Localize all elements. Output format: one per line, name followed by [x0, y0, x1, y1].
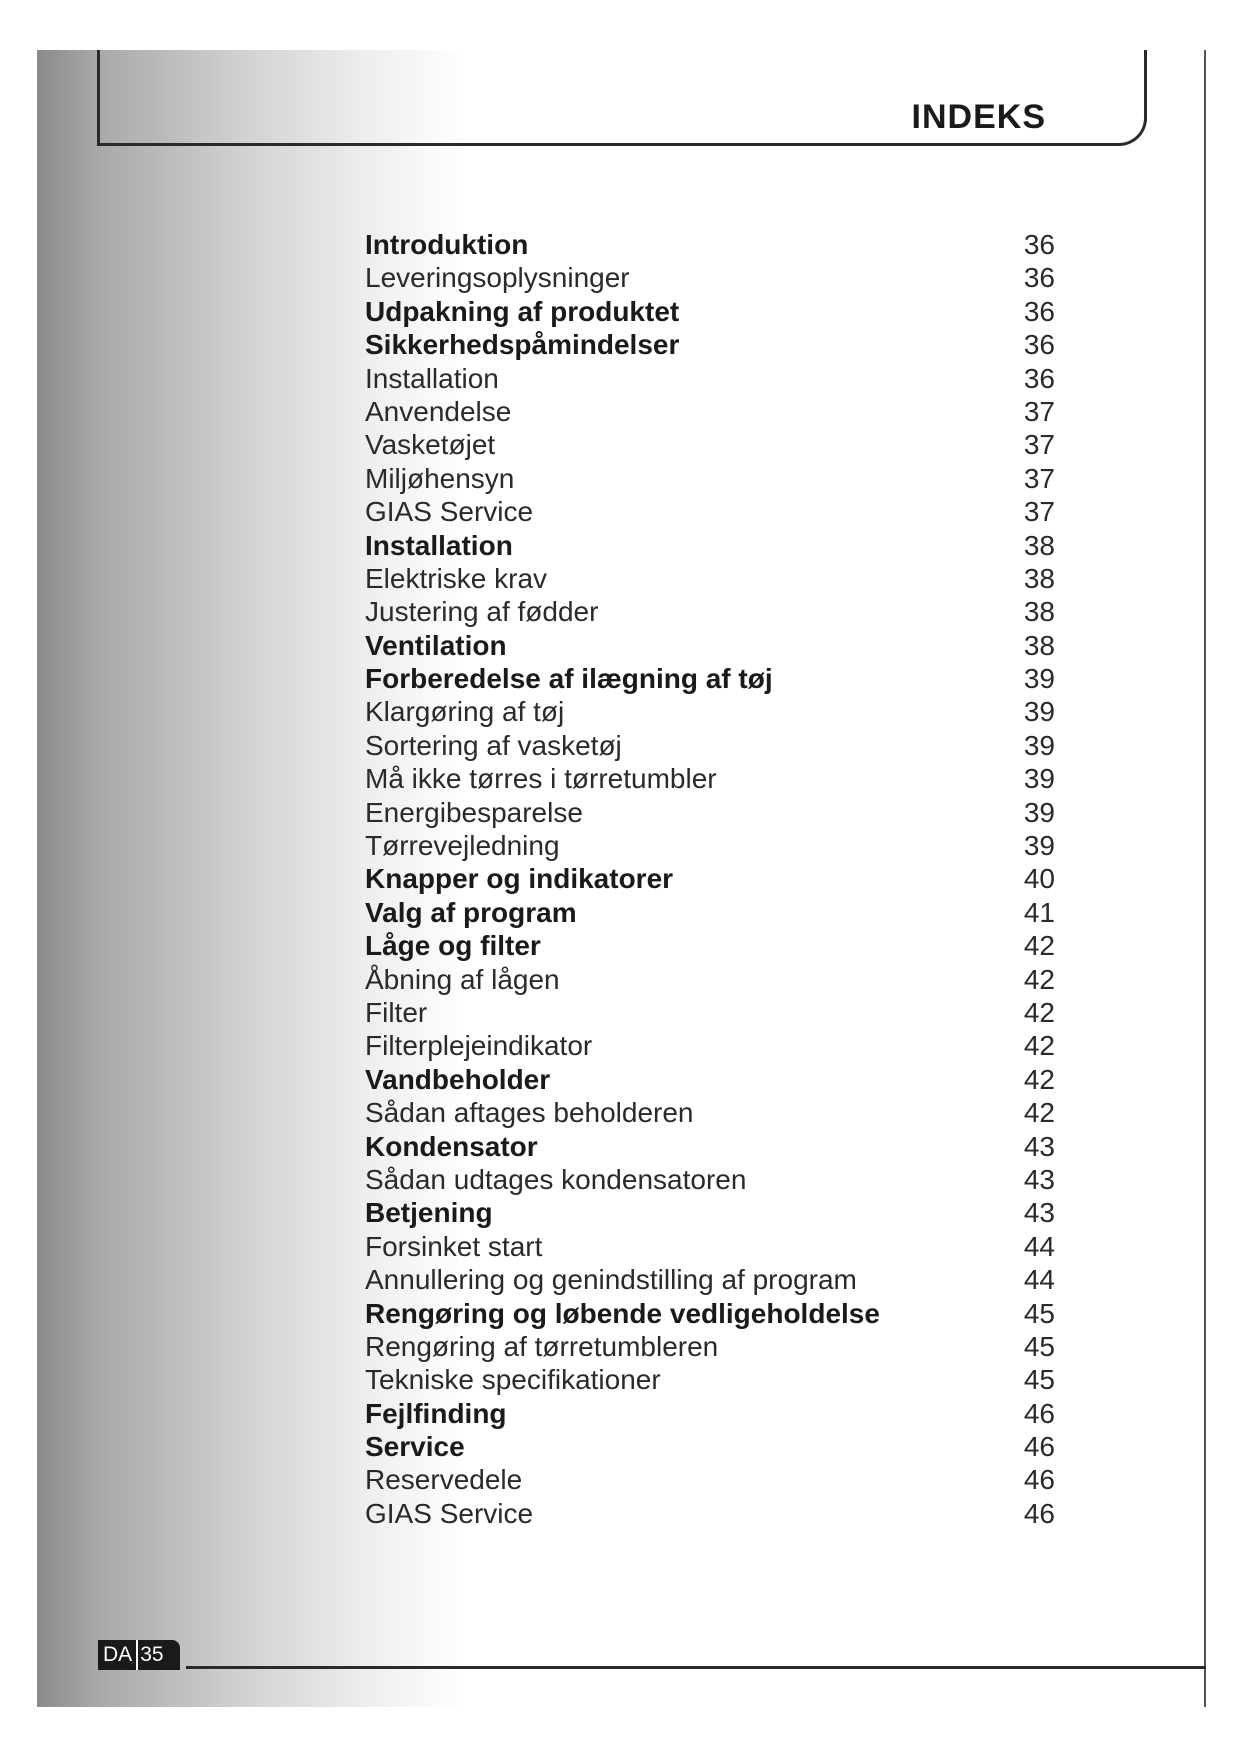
toc-entry-label: Introduktion	[365, 229, 529, 260]
toc-entry-label: Forsinket start	[365, 1230, 543, 1262]
toc-entry-page: 38	[1023, 562, 1055, 594]
toc-entry[interactable]	[365, 729, 1055, 762]
toc-entry-page: 45	[1023, 1297, 1055, 1329]
toc-entry[interactable]	[365, 1363, 1055, 1396]
toc-entry-page: 38	[1023, 629, 1055, 661]
toc-entry[interactable]	[365, 1196, 1055, 1229]
toc-entry-label: Forberedelse af ilægning af tøj	[365, 663, 773, 695]
toc-entry[interactable]	[365, 228, 1055, 261]
toc-entry[interactable]	[365, 328, 1055, 361]
toc-entry[interactable]	[365, 1297, 1055, 1330]
toc-entry-label: Rengøring og løbende vedligeholdelse	[365, 1297, 880, 1329]
toc-entry-page: 37	[1023, 429, 1055, 461]
toc-entry[interactable]	[365, 462, 1055, 495]
toc-entry-page: 36	[1023, 229, 1055, 260]
toc-entry-page: 44	[1023, 1264, 1055, 1296]
table-of-contents	[365, 228, 1055, 1530]
toc-entry-label: Tørrevejledning	[365, 830, 560, 862]
toc-entry[interactable]	[365, 1497, 1055, 1530]
toc-entry-page: 40	[1023, 863, 1055, 895]
toc-entry-page: 39	[1023, 663, 1055, 695]
toc-entry-label: Annullering og genindstilling af program	[365, 1264, 857, 1296]
toc-entry-page: 46	[1023, 1397, 1055, 1429]
toc-entry[interactable]	[365, 1430, 1055, 1463]
toc-entry-label: Kondensator	[365, 1130, 538, 1162]
toc-entry-page: 46	[1023, 1431, 1055, 1463]
toc-entry[interactable]	[365, 428, 1055, 461]
toc-entry-label: Reservedele	[365, 1464, 523, 1496]
toc-entry-page: 39	[1023, 729, 1055, 761]
toc-entry[interactable]	[365, 395, 1055, 428]
toc-entry-label: Sikkerhedspåmindelser	[365, 329, 680, 361]
toc-entry-label: Klargøring af tøj	[365, 696, 565, 728]
toc-entry-label: Åbning af lågen	[365, 963, 560, 995]
toc-entry[interactable]	[365, 1330, 1055, 1363]
toc-entry[interactable]	[365, 1096, 1055, 1129]
toc-entry-label: Må ikke tørres i tørretumbler	[365, 763, 717, 795]
toc-entry-page: 38	[1023, 596, 1055, 628]
toc-entry-page: 43	[1023, 1163, 1055, 1195]
toc-entry-label: Installation	[365, 362, 499, 394]
toc-entry-page: 46	[1023, 1497, 1055, 1529]
toc-entry-page: 36	[1023, 262, 1055, 294]
toc-entry-page: 42	[1023, 1030, 1055, 1062]
toc-entry-page: 43	[1023, 1130, 1055, 1162]
toc-entry-label: GIAS Service	[365, 496, 534, 528]
toc-entry[interactable]	[365, 495, 1055, 528]
toc-entry[interactable]	[365, 762, 1055, 795]
toc-entry-page: 39	[1023, 796, 1055, 828]
toc-entry-page: 39	[1023, 696, 1055, 728]
toc-entry-label: Ventilation	[365, 629, 507, 661]
toc-entry-page: 39	[1023, 763, 1055, 795]
toc-entry[interactable]	[365, 629, 1055, 662]
toc-entry-label: Anvendelse	[365, 395, 512, 427]
toc-entry-label: Elektriske krav	[365, 562, 548, 594]
toc-entry[interactable]	[365, 1029, 1055, 1062]
toc-entry[interactable]	[365, 562, 1055, 595]
toc-entry-page: 36	[1023, 329, 1055, 361]
toc-entry-label: Filterplejeindikator	[365, 1030, 593, 1062]
toc-entry-label: Installation	[365, 529, 513, 561]
toc-entry-page: 36	[1023, 362, 1055, 394]
page-number: 35	[140, 1643, 164, 1666]
toc-entry-page: 42	[1023, 1097, 1055, 1129]
toc-entry-label: Sådan aftages beholderen	[365, 1097, 694, 1129]
toc-entry[interactable]	[365, 996, 1055, 1029]
toc-entry[interactable]	[365, 796, 1055, 829]
toc-entry-label: Tekniske specifikationer	[365, 1364, 661, 1396]
footer-rule	[186, 1666, 1206, 1669]
toc-entry-page: 38	[1023, 529, 1055, 561]
language-code: DA	[98, 1640, 138, 1670]
toc-entry[interactable]	[365, 529, 1055, 562]
toc-entry-page: 37	[1023, 496, 1055, 528]
toc-entry-label: Knapper og indikatorer	[365, 863, 674, 895]
toc-entry-page: 42	[1023, 963, 1055, 995]
toc-entry-label: Rengøring af tørretumbleren	[365, 1330, 719, 1362]
toc-entry-page: 42	[1023, 930, 1055, 962]
right-edge-rule	[1204, 50, 1206, 1707]
toc-entry-page: 45	[1023, 1364, 1055, 1396]
toc-entry[interactable]	[365, 362, 1055, 395]
toc-entry-label: Fejlfinding	[365, 1397, 507, 1429]
toc-entry-page: 41	[1023, 896, 1055, 928]
toc-entry-page: 37	[1023, 395, 1055, 427]
toc-entry-label: Energibesparelse	[365, 796, 583, 828]
toc-entry-page: 42	[1023, 996, 1055, 1028]
toc-entry-label: Valg af program	[365, 896, 577, 928]
toc-entry[interactable]	[365, 862, 1055, 895]
toc-entry-label: Vandbeholder	[365, 1063, 551, 1095]
toc-entry-label: Service	[365, 1431, 465, 1463]
toc-entry[interactable]	[365, 1463, 1055, 1496]
toc-entry-label: Filter	[365, 996, 428, 1028]
toc-entry-page: 36	[1023, 295, 1055, 327]
toc-entry[interactable]	[365, 1063, 1055, 1096]
toc-entry-label: Vasketøjet	[365, 429, 496, 461]
toc-entry[interactable]	[365, 963, 1055, 996]
toc-entry-page: 45	[1023, 1330, 1055, 1362]
page-badge	[98, 1640, 180, 1670]
toc-entry-page: 46	[1023, 1464, 1055, 1496]
page-title: INDEKS	[911, 98, 1046, 136]
toc-entry[interactable]	[365, 896, 1055, 929]
toc-entry-label: Justering af fødder	[365, 596, 599, 628]
toc-entry-label: Låge og filter	[365, 930, 541, 962]
toc-entry-page: 42	[1023, 1063, 1055, 1095]
toc-entry-label: Leveringsoplysninger	[365, 262, 630, 294]
toc-entry[interactable]	[365, 1130, 1055, 1163]
toc-entry[interactable]	[365, 1163, 1055, 1196]
toc-entry[interactable]	[365, 295, 1055, 328]
toc-entry-page: 37	[1023, 462, 1055, 494]
toc-entry-label: Sortering af vasketøj	[365, 729, 622, 761]
toc-entry-label: GIAS Service	[365, 1497, 534, 1529]
toc-entry[interactable]	[365, 695, 1055, 728]
toc-entry[interactable]	[365, 829, 1055, 862]
toc-entry-page: 39	[1023, 830, 1055, 862]
toc-entry-page: 44	[1023, 1230, 1055, 1262]
toc-entry[interactable]	[365, 1230, 1055, 1263]
toc-entry[interactable]	[365, 929, 1055, 962]
toc-entry-label: Udpakning af produktet	[365, 295, 680, 327]
toc-entry-page: 43	[1023, 1197, 1055, 1229]
toc-entry[interactable]	[365, 662, 1055, 695]
toc-entry[interactable]	[365, 1397, 1055, 1430]
toc-entry-label: Miljøhensyn	[365, 462, 515, 494]
toc-entry-label: Betjening	[365, 1197, 493, 1229]
toc-entry[interactable]	[365, 1263, 1055, 1296]
toc-entry[interactable]	[365, 595, 1055, 628]
toc-entry[interactable]	[365, 261, 1055, 294]
toc-entry-label: Sådan udtages kondensatoren	[365, 1163, 747, 1195]
